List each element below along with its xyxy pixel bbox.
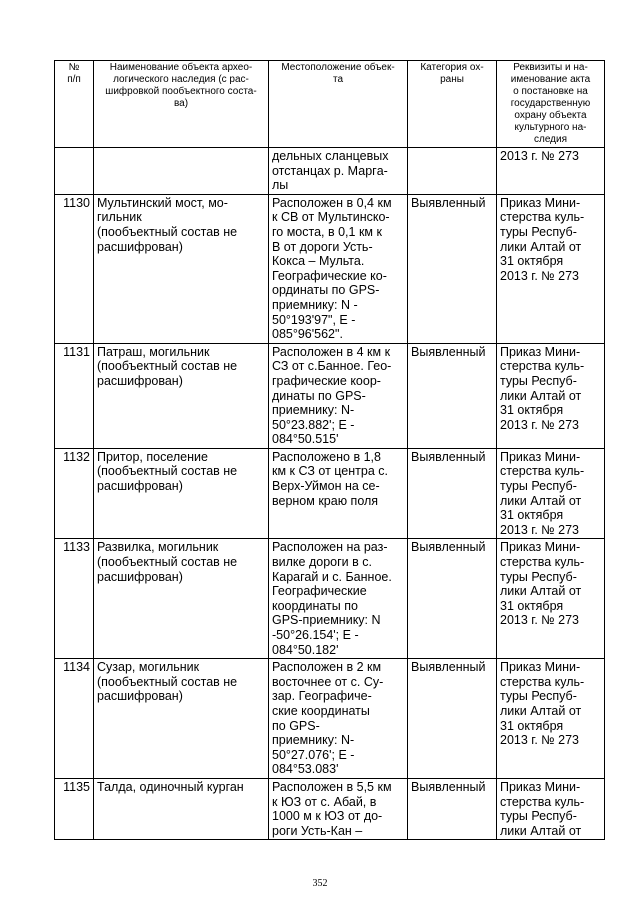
cell-category-text: Выявленный <box>411 195 486 210</box>
table-row <box>55 343 605 448</box>
page-number: 352 <box>312 878 328 889</box>
cell-object-name <box>94 148 269 195</box>
cell-act-details-text: Приказ Мини- стерства куль- туры Респуб- лики Алтай от 31 октября 2013 г. № 273 <box>500 195 585 283</box>
cell-act-details <box>497 539 605 659</box>
cell-number <box>55 194 94 343</box>
cell-location-text: Расположен в 0,4 км к СВ от Мультинско- го моста, в 0,1 км к В от дороги Усть- Кокса – Мульта. Географические ко- ординаты по GPS- приемнику: N - 50°193'97", Е - 085°96'562". <box>272 195 392 342</box>
cell-category <box>408 148 497 195</box>
cell-object-name <box>94 659 269 779</box>
cell-category <box>408 343 497 448</box>
header-object-name: Наименование объекта архео- логического наследия (с рас- шифровкой пообъектного соста- ва) <box>94 61 269 148</box>
cell-number <box>55 778 94 839</box>
cell-category <box>408 448 497 539</box>
table-row <box>55 194 605 343</box>
cell-object-name-text: Патраш, могильник (пообъектный состав не расшифрован) <box>97 344 238 388</box>
cell-act-details <box>497 659 605 779</box>
table-body <box>55 148 605 840</box>
cell-object-name-text: Притор, поселение (пообъектный состав не расшифрован) <box>97 449 238 494</box>
table-header-row <box>55 61 605 148</box>
table-row <box>55 659 605 779</box>
cell-object-name <box>94 448 269 539</box>
cell-number <box>55 148 94 195</box>
cell-number <box>55 539 94 659</box>
cell-act-details <box>497 343 605 448</box>
cell-category <box>408 778 497 839</box>
table-row <box>55 539 605 659</box>
cell-location <box>269 148 408 195</box>
cell-object-name-text: Сузар, могильник (пообъектный состав не расшифрован) <box>97 660 238 704</box>
cell-category-text: Выявленный <box>411 779 486 794</box>
cell-act-details <box>497 778 605 839</box>
cell-location <box>269 194 408 343</box>
cell-number <box>55 448 94 539</box>
cell-number-text: 1135 <box>63 779 90 794</box>
cell-act-details <box>497 194 605 343</box>
cell-object-name <box>94 778 269 839</box>
cell-location <box>269 448 408 539</box>
header-location: Местоположение объек- та <box>269 61 408 148</box>
cell-location-text: Расположен на раз- вилке дороги в с. Карагай и с. Банное. Географические координаты по GPS-приемнику: N -50°26.154'; Е - 084°50.182' <box>272 540 392 657</box>
cell-location <box>269 659 408 779</box>
cell-location <box>269 539 408 659</box>
cell-number <box>55 659 94 779</box>
cell-location-text: Расположено в 1,8 км к СЗ от центра с. Верх-Уймон на се- верном краю поля <box>272 449 388 508</box>
cell-location-text: Расположен в 5,5 км к ЮЗ от с. Абай, в 1000 м к ЮЗ от до- роги Усть-Кан – <box>272 779 392 838</box>
cell-act-details-text: Приказ Мини- стерства куль- туры Респуб- лики Алтай от 31 октября 2013 г. № 273 <box>500 540 585 628</box>
cell-number-text: 1132 <box>63 449 90 464</box>
header-number: № п/п <box>55 61 94 148</box>
cell-object-name <box>94 539 269 659</box>
table-row <box>55 148 605 195</box>
table-row <box>55 448 605 539</box>
cell-category-text: Выявленный <box>411 540 486 555</box>
cell-number-text: 1133 <box>63 540 90 555</box>
cell-number-text: 1131 <box>63 344 90 359</box>
cell-act-details-text: 2013 г. № 273 <box>500 149 579 163</box>
cell-category-text: Выявленный <box>411 344 486 359</box>
cell-act-details-text: Приказ Мини- стерства куль- туры Респуб- лики Алтай от <box>500 779 585 838</box>
cell-act-details <box>497 148 605 195</box>
table-row <box>55 778 605 839</box>
header-category: Категория ох- раны <box>408 61 497 148</box>
cell-category-text: Выявленный <box>411 660 486 675</box>
cell-object-name-text: Развилка, могильник (пообъектный состав не расшифрован) <box>97 540 238 584</box>
cell-category <box>408 659 497 779</box>
cell-location-text: дельных сланцевых отстанцах р. Маргa- лы <box>272 149 389 193</box>
cell-object-name-text: Мультинский мост, мо- гильник (пообъектный состав не расшифрован) <box>97 195 238 254</box>
cell-category <box>408 194 497 343</box>
cell-act-details-text: Приказ Мини- стерства куль- туры Респуб- лики Алтай от 31 октября 2013 г. № 273 <box>500 344 585 432</box>
cell-number-text: 1130 <box>63 195 90 210</box>
heritage-registry-table <box>54 60 605 840</box>
cell-act-details-text: Приказ Мини- стерства куль- туры Респуб- лики Алтай от 31 октября 2013 г. № 273 <box>500 449 585 537</box>
cell-location <box>269 343 408 448</box>
cell-location-text: Расположен в 2 км восточнее от с. Су- зар. Географиче- ские координаты по GPS- приемнику: N- 50°27.076'; Е - 084°53.083' <box>272 660 384 777</box>
cell-object-name-text: Талда, одиночный курган <box>97 779 244 794</box>
cell-object-name <box>94 194 269 343</box>
cell-category-text: Выявленный <box>411 449 486 464</box>
cell-location <box>269 778 408 839</box>
cell-act-details-text: Приказ Мини- стерства куль- туры Респуб- лики Алтай от 31 октября 2013 г. № 273 <box>500 660 585 748</box>
cell-number-text: 1134 <box>63 660 90 675</box>
cell-location-text: Расположен в 4 км к СЗ от с.Банное. Гео- графические коор- динаты по GPS- приемнику: N- 50°23.882'; Е - 084°50.515' <box>272 344 392 447</box>
cell-category <box>408 539 497 659</box>
header-act-details: Реквизиты и на- именование акта о постановке на государственную охрану объекта культурного на- следия <box>497 61 605 148</box>
cell-number <box>55 343 94 448</box>
cell-object-name <box>94 343 269 448</box>
cell-act-details <box>497 448 605 539</box>
